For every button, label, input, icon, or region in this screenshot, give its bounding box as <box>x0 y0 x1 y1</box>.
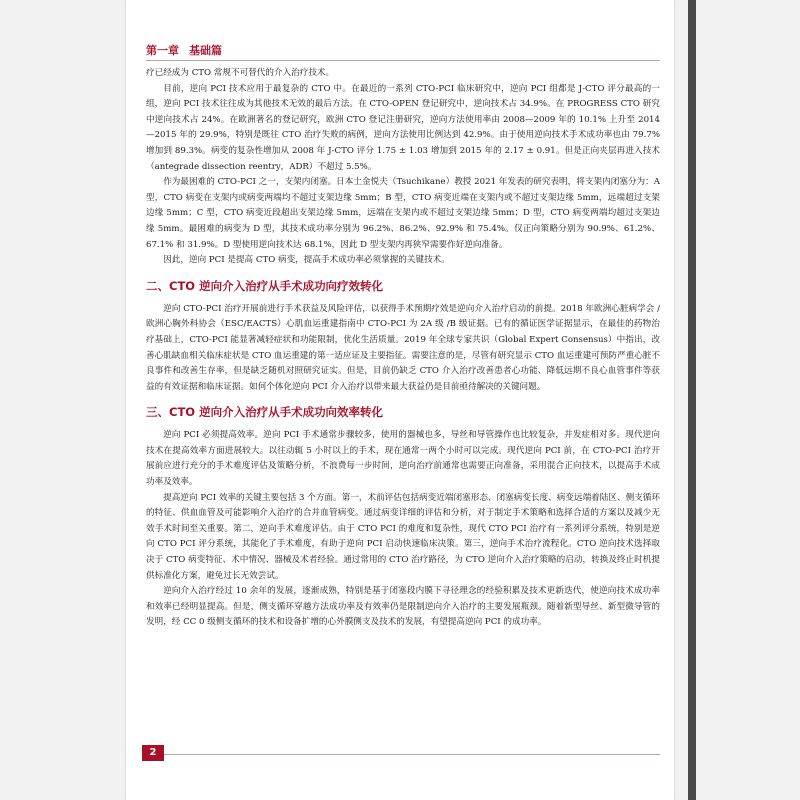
paragraph: 疗已经成为 CTO 常规不可替代的介入治疗技术。 <box>146 68 335 78</box>
paragraph: 作为最困难的 CTO-PCI 之一，支架内闭塞。日本土金悦夫（Tsuchikane）教授 2021 年发表的研究表明，将支架内闭塞分为：A 型，CTO 病变在支架内或病变两端均不超过支架边缘 5mm；B 型，CTO 病变近端在支架内或不超过支架边缘 5mm，远端超过支架边缘 5mm；C 型，CTO 病变近段超出支架边缘 5mm，远端在支架内或不超过支架边缘 5mm；D 型，CTO 病变两端均超过支架边缘 5mm。最困难的病变为 D 型，其技术成功率分别为 96.2%、86.2%、92.9% 和 75.4%。仅正向策略分别为 90.9%、61.2%、67.1% 和 31.9%。D 型使用逆向技术达 68.1%，因此 D 型支架内再狭窄需要作好逆向准备。 <box>146 177 660 250</box>
paragraph: 逆向 CTO-PCI 治疗开展前进行手术获益及风险评估，以获得手术预期疗效是逆向介入治疗启动的前提。2018 年欧洲心脏病学会 / 欧洲心胸外科协会（ESC/EACTS）心肌血运重建指南中 CTO-PCI 为 2A 级 /B 级证据。已有的循证医学证据显示，在最佳的药物治疗基础上，CTO-PCI 能显著减轻症状和功能限制，优化生活质量。2019 年全球专家共识（Global Expert Consensus）中指出，改善心肌缺血相关临床症状是 CTO 血运重建的第一适应证及主要指征。需要注意的是，尽管有研究显示 CTO 血运重建可预防严重心脏不良事件和改善生存率，但是缺乏随机对照研究证实。但是，目前仍缺乏 CTO 介入治疗改善患者心功能、降低远期不良心血管事件等获益的有效证据和临床证据。如何个体化逆向 PCI 介入治疗以带来最大获益仍是目前亟待解决的关键问题。 <box>146 303 660 392</box>
page-number: 2 <box>142 745 164 761</box>
section-heading: 三、CTO 逆向介入治疗从手术成功向效率转化 <box>146 405 384 420</box>
paragraph: 提高逆向 PCI 效率的关键主要包括 3 个方面。第一，术前评估包括病变近端闭塞形态、闭塞病变长度、病变远端着陆区、侧支循环的特征、供血血管及可能影响介入治疗的合并血管病变。通过病变详细的评估和分析，对于制定手术策略和选择合适的方案以及减少无效手术时间至关重要。第二，逆向手术难度评估。由于 CTO PCI 的难度和复杂性，现代 CTO PCI 治疗有一系列评分系统，特别是逆向 CTO PCI 评分系统，其能化了手术难度，有助于逆向 PCI 启动快速临床决策。第三，逆向手术治疗流程化。CTO 逆向技术选择取决于 CTO 病变特征、术中情况、器械及术者经验。通过常用的 CTO 治疗路径，为 CTO 逆向介入治疗策略的启动，转换及终止时机提供标准化方案，避免过长无效尝试。 <box>146 492 660 581</box>
section-heading: 二、CTO 逆向介入治疗从手术成功向疗效转化 <box>146 278 384 293</box>
book-page <box>126 0 674 800</box>
chapter-label: 第一章 <box>146 44 179 57</box>
paragraph: 逆向介入治疗经过 10 余年的发展，逐渐成熟，特别是基于闭塞段内膜下寻径理念的经验积累及技术更新迭代，使逆向技术成功率和效率已经明显提高。但是，侧支循环穿越方法成功率及有效率仍是限制逆向介入治疗的主要发展瓶颈。随着新型导丝、新型微导管的发明，经 CC 0 级侧支循环的技术和设备扩增的心外膜侧支及技术的发展，有望提高逆向 PCI 的成功率。 <box>146 586 660 628</box>
section-label: 基础篇 <box>189 44 222 57</box>
page-edge-bar <box>688 0 696 800</box>
body-text <box>146 66 660 631</box>
paragraph: 逆向 PCI 必须提高效率。逆向 PCI 手术通常步骤较多，使用的器械也多，导丝和导管操作也比较复杂，并发症相对多。现代逆向技术在提高效率方面进展较大。以往动辄 5 小时以上的手术，现在通常一两个小时可以完成。现代逆向 PCI 前，在 CTO-PCI 治疗开展前应进行充分的手术难度评估及策略分析，不浪费每一步时间，逆向治疗前通常也需要正向准备，采用混合正向技术，以提高手术成功率及效率。 <box>146 430 660 488</box>
running-head <box>146 42 222 58</box>
paragraph: 目前，逆向 PCI 技术应用于最复杂的 CTO 中。在最近的一系列 CTO-PCI 临床研究中，逆向 PCI 组都是 J-CTO 评分最高的一组，逆向 PCI 技术往往成为其他技术无效的最后方法。在 CTO-OPEN 登记研究中，逆向技术占 34.9%。在 PROGRESS CTO 研究中逆向技术占 24%。在欧洲著名的登记研究，欧洲 CTO 登记注册研究，逆向方法使用率由 2008—2009 年的 10.1% 上升至 2014—2015 年的 29.9%，特别是既往 CTO 治疗失败的病例，逆向方法使用比例达到 42.9%。由于使用逆向技术手术成功率也由 79.7% 增加到 89.3%。病变的复杂性增加从 2008 年 J-CTO 评分 1.75 ± 1.03 增加到 2015 年的 2.17 ± 0.91。但是正向夹层再进入技术（antegrade dissection reentry，ADR）不超过 5.5%。 <box>146 83 660 172</box>
footer-divider <box>142 754 660 755</box>
header-divider <box>146 60 660 61</box>
paragraph: 因此，逆向 PCI 是提高 CTO 病变，提高手术成功率必须掌握的关键技术。 <box>163 255 450 266</box>
